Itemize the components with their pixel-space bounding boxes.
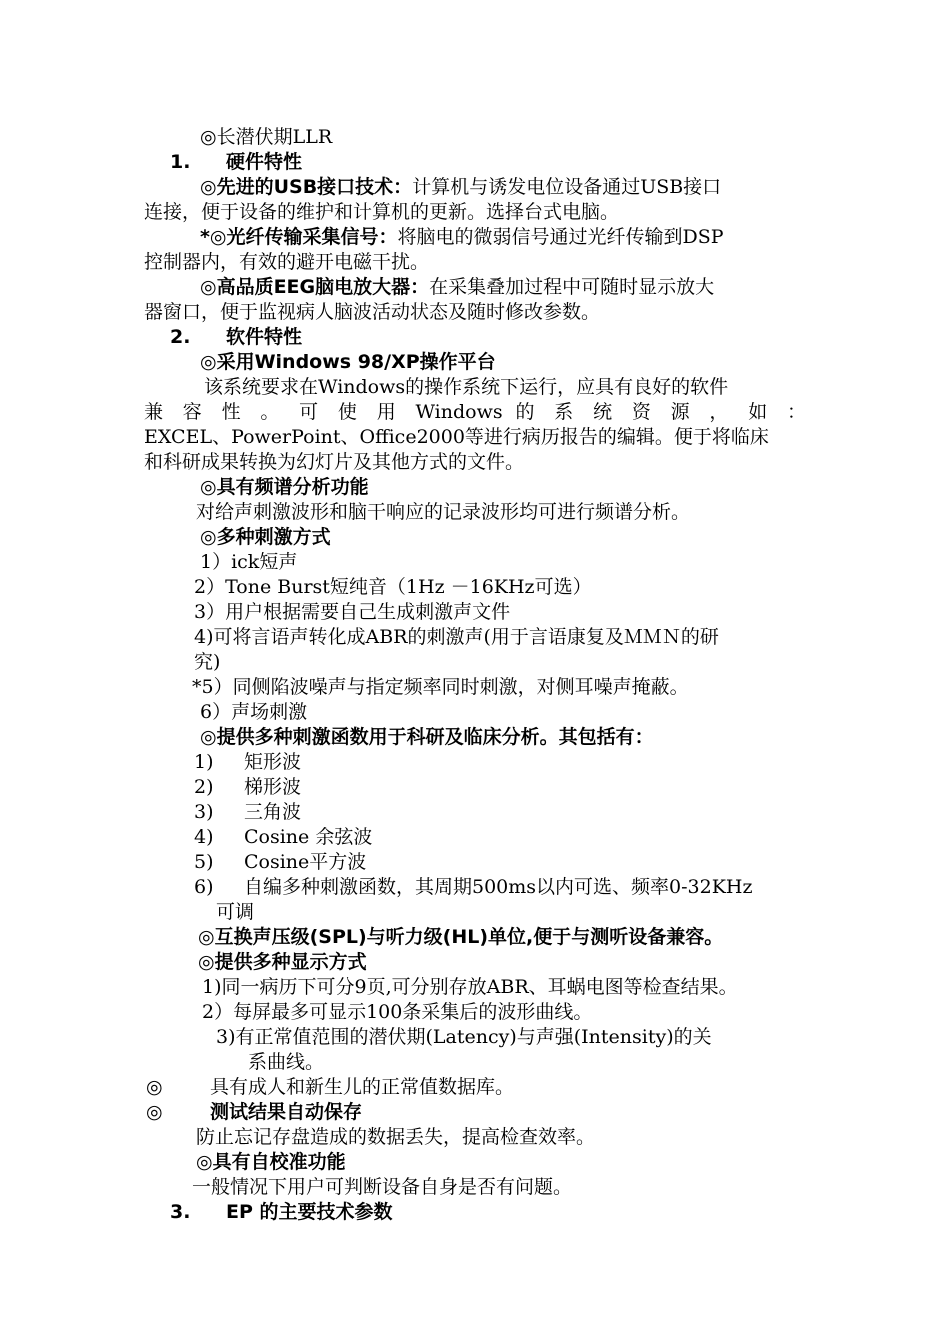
list-item-continuation: 究) bbox=[194, 651, 221, 673]
subheading: ◎采用Windows 98/XP操作平台 bbox=[200, 351, 496, 373]
list-item: 2）Tone Burst短纯音（1Hz －16KHz可选） bbox=[194, 576, 592, 598]
subheading: ◎提供多种显示方式 bbox=[198, 951, 367, 973]
list-item: 1）ick短声 bbox=[200, 551, 298, 573]
list-item: 矩形波 bbox=[244, 751, 302, 773]
text-line bbox=[200, 225, 724, 250]
text-line bbox=[200, 175, 721, 200]
bold-lead: ◎高品质EEG脑电放大器： bbox=[200, 276, 430, 298]
list-number: 5) bbox=[194, 851, 214, 873]
section-heading: 硬件特性 bbox=[226, 151, 303, 173]
list-number: 4) bbox=[194, 826, 214, 848]
list-number: 6) bbox=[194, 876, 214, 898]
text-line: 具有成人和新生儿的正常值数据库。 bbox=[210, 1076, 515, 1098]
text-line: 控制器内，有效的避开电磁干扰。 bbox=[144, 251, 430, 273]
list-number: 2) bbox=[194, 776, 214, 798]
list-item-continuation: 系曲线。 bbox=[248, 1051, 325, 1073]
list-item: 自编多种刺激函数，其周期500ms以内可选、频率0-32KHz bbox=[244, 876, 753, 898]
section-heading: EP 的主要技术参数 bbox=[226, 1201, 393, 1223]
bullet-icon: ◎ bbox=[146, 1076, 163, 1098]
text-line bbox=[200, 275, 714, 300]
bullet-icon: ◎ bbox=[146, 1101, 163, 1123]
section-heading: 软件特性 bbox=[226, 326, 303, 348]
section-number: 2. bbox=[170, 326, 191, 348]
section-number: 1. bbox=[170, 151, 191, 173]
list-item: 4)可将言语声转化成ABR的刺激声(用于言语康复及ＭＭＮ的研 bbox=[194, 626, 719, 648]
list-item: Cosine平方波 bbox=[244, 851, 367, 873]
list-item: 3）用户根据需要自己生成刺激声文件 bbox=[194, 601, 511, 623]
section-number: 3. bbox=[170, 1201, 191, 1223]
list-item: 3)有正常值范围的潜伏期(Latency)与声强(Intensity)的关 bbox=[216, 1026, 712, 1048]
text-line: 连接，便于设备的维护和计算机的更新。选择台式电脑。 bbox=[144, 201, 620, 223]
text-line: 防止忘记存盘造成的数据丢失，提高检查效率。 bbox=[196, 1126, 596, 1148]
list-item: 6）声场刺激 bbox=[200, 701, 308, 723]
text-line: 对给声刺激波形和脑干响应的记录波形均可进行频谱分析。 bbox=[196, 501, 691, 523]
list-item: 1)同一病历下可分9页,可分别存放ABR、耳蜗电图等检查结果。 bbox=[202, 976, 738, 998]
text-line: 一般情况下用户可判断设备自身是否有问题。 bbox=[192, 1176, 573, 1198]
bold-lead: ◎先进的USB接口技术： bbox=[200, 176, 413, 198]
text-span: 在采集叠加过程中可随时显示放大 bbox=[429, 276, 715, 298]
text-line: EXCEL、PowerPoint、Office2000等进行病历报告的编辑。便于将临床 bbox=[144, 426, 769, 448]
list-item: 梯形波 bbox=[244, 776, 302, 798]
text-span: 计算机与诱发电位设备通过USB接口 bbox=[412, 176, 722, 198]
list-number: 1) bbox=[194, 751, 214, 773]
subheading: ◎具有频谱分析功能 bbox=[200, 476, 369, 498]
list-item: *5）同侧陷波噪声与指定频率同时刺激，对侧耳噪声掩蔽。 bbox=[192, 676, 689, 698]
list-item: 三角波 bbox=[244, 801, 302, 823]
subheading: ◎具有自校准功能 bbox=[196, 1151, 346, 1173]
subheading: ◎多种刺激方式 bbox=[200, 526, 331, 548]
list-item: 2）每屏最多可显示100条采集后的波形曲线。 bbox=[202, 1001, 593, 1023]
text-span: 将脑电的微弱信号通过光纤传输到DSP bbox=[397, 226, 724, 248]
subheading: 测试结果自动保存 bbox=[210, 1101, 363, 1123]
list-number: 3) bbox=[194, 801, 214, 823]
text-line: 器窗口，便于监视病人脑波活动状态及随时修改参数。 bbox=[144, 301, 601, 323]
subheading: ◎互换声压级(SPL)与听力级(HL)单位,便于与测听设备兼容。 bbox=[198, 926, 724, 948]
text-line: 和科研成果转换为幻灯片及其他方式的文件。 bbox=[144, 451, 525, 473]
text-line-justified: 兼 容 性 。 可 使 用 Windows 的 系 统 资 源 ， 如 ： bbox=[144, 401, 806, 423]
text-line: ◎长潜伏期LLR bbox=[200, 126, 333, 148]
bold-lead: *◎光纤传输采集信号： bbox=[200, 226, 398, 248]
list-item: Cosine 余弦波 bbox=[244, 826, 373, 848]
list-item-continuation: 可调 bbox=[216, 901, 255, 923]
subheading: ◎提供多种刺激函数用于科研及临床分析。其包括有： bbox=[200, 726, 654, 748]
text-line: 该系统要求在Windows的操作系统下运行，应具有良好的软件 bbox=[204, 376, 729, 398]
